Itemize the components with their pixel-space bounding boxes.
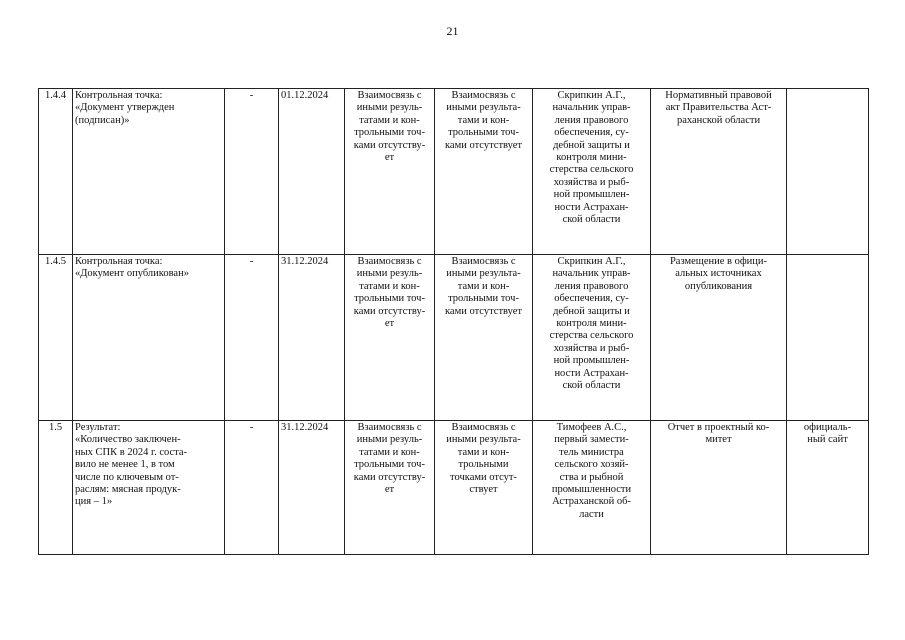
responsible-line: сельского хозяй- <box>554 459 629 471</box>
control-points-table <box>38 88 869 555</box>
responsible-line: хозяйства и рыб- <box>553 342 630 354</box>
predecessors-line: трольными точ- <box>354 127 425 139</box>
predecessors-line: трольными точ- <box>354 459 425 471</box>
predecessors-line: татами и кон- <box>359 114 420 126</box>
row-name-line: Результат: <box>75 422 121 433</box>
row-name-line: Контрольная точка: <box>75 90 163 101</box>
responsible-line: обеспечения, су- <box>554 127 629 139</box>
predecessors-line: Взаимосвязь с <box>357 422 422 433</box>
responsible-line: ления правового <box>554 280 629 292</box>
result-type-line: Нормативный правовой <box>665 90 772 101</box>
responsible-line: ласти <box>579 508 604 520</box>
responsible <box>533 89 651 255</box>
predecessors-line: ками отсутству- <box>353 139 426 151</box>
successors-line: трольными точ- <box>448 293 519 305</box>
result-type-line: альных источниках <box>675 268 762 280</box>
result-type-line: Размещение в офици- <box>669 256 768 267</box>
table-row <box>39 89 869 255</box>
row-name-line: (подписан)» <box>75 114 130 126</box>
responsible-line: Астраханской об- <box>552 496 631 508</box>
result-type <box>651 89 787 255</box>
successors-line: Взаимосвязь с <box>451 256 516 267</box>
info-system <box>787 255 869 421</box>
successors-line: Взаимосвязь с <box>451 422 516 433</box>
responsible-line: Тимофеев А.С., <box>556 422 627 433</box>
predecessors-line: ет <box>384 318 395 330</box>
responsible-line: Скрипкин А.Г., <box>557 90 626 101</box>
predecessors-line: иными резуль- <box>356 434 423 446</box>
responsible-line: ления правового <box>554 114 629 126</box>
row-name-line: раслям: мясная продук- <box>75 484 181 496</box>
responsible-line: ской области <box>562 214 621 226</box>
responsible-line: ства и рыбной <box>559 471 624 483</box>
result-type-line: Отчет в проектный ко- <box>667 422 770 433</box>
row-name <box>73 89 225 255</box>
responsible <box>533 421 651 555</box>
predecessors-line: ками отсутству- <box>353 471 426 483</box>
successors-line: ствует <box>469 484 498 496</box>
responsible-line: ской области <box>562 380 621 392</box>
result-type-line: раханской области <box>676 114 761 126</box>
responsible-line: ной промышлен- <box>553 189 630 201</box>
row-name-line: «Документ утвержден <box>75 102 175 114</box>
row-number: 1.4.4 <box>39 89 73 255</box>
successors-line: ками отсутствует <box>444 305 523 317</box>
successors-line: точками отсут- <box>450 471 517 483</box>
responsible-line: дебной защиты и <box>553 305 630 317</box>
row-name-line: ных СПК в 2024 г. соста- <box>75 446 188 458</box>
result-type-line: акт Правительства Аст- <box>665 102 772 114</box>
responsible-line: начальник управ- <box>552 268 631 280</box>
page-number: 21 <box>446 24 459 38</box>
predecessors-line: ет <box>384 484 395 496</box>
row-number: 1.4.5 <box>39 255 73 421</box>
result-type <box>651 421 787 555</box>
responsible-line: ной промышлен- <box>553 355 630 367</box>
start-date: - <box>225 89 279 255</box>
row-name-line: вило не менее 1, в том <box>75 459 175 471</box>
row-name-line: «Документ опубликован» <box>75 268 189 280</box>
responsible-line: ности Астрахан- <box>554 201 629 213</box>
responsible-line: стерства сельского <box>549 330 634 342</box>
responsible-line: дебной защиты и <box>553 139 630 151</box>
result-type <box>651 255 787 421</box>
predecessors-line: Взаимосвязь с <box>357 90 422 101</box>
successors-line: трольными точ- <box>448 127 519 139</box>
responsible-line: тель министра <box>559 446 624 458</box>
responsible-line: хозяйства и рыб- <box>553 176 630 188</box>
successors-line: иными результа- <box>446 102 521 114</box>
responsible-line: начальник управ- <box>552 102 631 114</box>
successors-line: Взаимосвязь с <box>451 90 516 101</box>
predecessors-line: татами и кон- <box>359 280 420 292</box>
row-name-line: «Количество заключен- <box>75 434 181 446</box>
info-system <box>787 421 869 555</box>
successors-line: иными результа- <box>446 268 521 280</box>
successors-line: тами и кон- <box>457 280 510 292</box>
start-date: - <box>225 255 279 421</box>
predecessors-line: татами и кон- <box>359 446 420 458</box>
table-row <box>39 255 869 421</box>
responsible-line: Скрипкин А.Г., <box>557 256 626 267</box>
predecessors-line: иными резуль- <box>356 102 423 114</box>
responsible-line: первый замести- <box>554 434 629 446</box>
predecessors <box>345 89 435 255</box>
predecessors-line: иными резуль- <box>356 268 423 280</box>
predecessors <box>345 255 435 421</box>
responsible-line: обеспечения, су- <box>554 293 629 305</box>
successors <box>435 89 533 255</box>
predecessors-line: ет <box>384 152 395 164</box>
table-row <box>39 421 869 555</box>
successors <box>435 421 533 555</box>
responsible-line: контроля мини- <box>556 318 627 330</box>
predecessors-line: ками отсутству- <box>353 305 426 317</box>
successors <box>435 255 533 421</box>
successors-line: трольными <box>458 459 509 471</box>
row-name-line: Контрольная точка: <box>75 256 163 267</box>
start-date: - <box>225 421 279 555</box>
row-name <box>73 255 225 421</box>
result-type-line: опубликования <box>684 280 753 292</box>
responsible-line: ности Астрахан- <box>554 367 629 379</box>
end-date: 31.12.2024 <box>279 255 345 421</box>
row-name-line: числе по ключевым от- <box>75 471 179 483</box>
end-date: 31.12.2024 <box>279 421 345 555</box>
responsible-line: контроля мини- <box>556 152 627 164</box>
predecessors-line: Взаимосвязь с <box>357 256 422 267</box>
row-number: 1.5 <box>39 421 73 555</box>
successors-line: ками отсутствует <box>444 139 523 151</box>
successors-line: тами и кон- <box>457 446 510 458</box>
info-system-line: официаль- <box>803 422 852 433</box>
predecessors <box>345 421 435 555</box>
end-date: 01.12.2024 <box>279 89 345 255</box>
successors-line: тами и кон- <box>457 114 510 126</box>
info-system-line: ный сайт <box>807 434 848 446</box>
responsible-line: стерства сельского <box>549 164 634 176</box>
info-system <box>787 89 869 255</box>
result-type-line: митет <box>705 434 732 446</box>
row-name <box>73 421 225 555</box>
responsible-line: промышленности <box>551 484 632 496</box>
row-name-line: ция – 1» <box>75 496 113 508</box>
successors-line: иными результа- <box>446 434 521 446</box>
predecessors-line: трольными точ- <box>354 293 425 305</box>
responsible <box>533 255 651 421</box>
